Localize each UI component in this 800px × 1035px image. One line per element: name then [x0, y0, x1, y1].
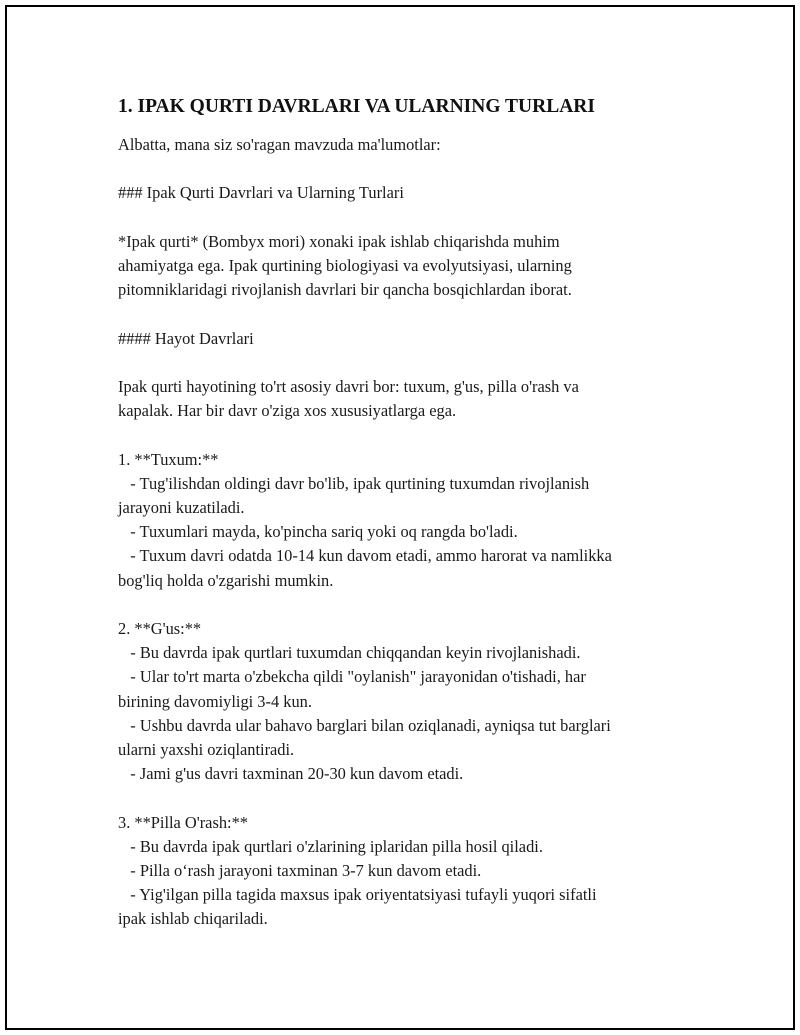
spacer: [118, 157, 678, 181]
subsection-heading: #### Hayot Davrlari: [118, 328, 254, 348]
document-title: 1. IPAK QURTI DAVRLARI VA ULARNING TURLARI: [118, 96, 595, 117]
spacer: [118, 593, 678, 617]
spacer: [118, 351, 678, 375]
document-body: [118, 94, 678, 932]
intro-line: Albatta, mana siz so'ragan mavzuda ma'lumotlar:: [118, 135, 441, 154]
spacer: [118, 302, 678, 326]
intro-paragraph: *Ipak qurti* (Bombyx mori) xonaki ipak ishlab chiqarishda muhim ahamiyatga ega. Ipak qurtining biologiyasi va evolyutsiyasi, ularning pitomniklaridagi rivojlanish davrlari bir qancha bosqichlardan iborat.: [118, 231, 572, 300]
spacer: [118, 206, 678, 230]
spacer: [118, 423, 678, 447]
life-cycle-paragraph: Ipak qurti hayotining to'rt asosiy davri bor: tuxum, g'us, pilla o'rash va kapalak. Har bir davr o'ziga xos xususiyatlarga ega.: [118, 376, 579, 421]
list-item-egg: 1. **Tuxum:** - Tug'ilishdan oldingi davr bo'lib, ipak qurtining tuxumdan rivojlanish jarayoni kuzatiladi. - Tuxumlari mayda, ko'pincha sariq yoki oq rangda bo'ladi. - Tuxum davri odatda 10-14 kun davom etadi, ammo harorat va namlikka bog'liq holda o'zgarishi mumkin.: [118, 449, 612, 590]
list-item-cocoon: 3. **Pilla O'rash:** - Bu davrda ipak qurtlari o'zlarining iplaridan pilla hosil qiladi. - Pilla o‘rash jarayoni taxminan 3-7 kun davom etadi. - Yig'ilgan pilla tagida maxsus ipak oriyentatsiyasi tufayli yuqori sifatli ipak ishlab chiqariladi.: [118, 812, 597, 929]
section-heading: ### Ipak Qurti Davrlari va Ularning Turlari: [118, 183, 404, 203]
spacer: [118, 786, 678, 810]
list-item-larva: 2. **G'us:** - Bu davrda ipak qurtlari tuxumdan chiqqandan keyin rivojlanishadi. - Ular to'rt marta o'zbekcha qildi "oylanish" jarayonidan o'tishadi, har birining davomiyligi 3-4 kun. - Ushbu davrda ular bahavo barglari bilan oziqlanadi, ayniqsa tut barglari ularni yaxshi oziqlantiradi. - Jami g'us davri taxminan 20-30 kun davom etadi.: [118, 618, 611, 784]
